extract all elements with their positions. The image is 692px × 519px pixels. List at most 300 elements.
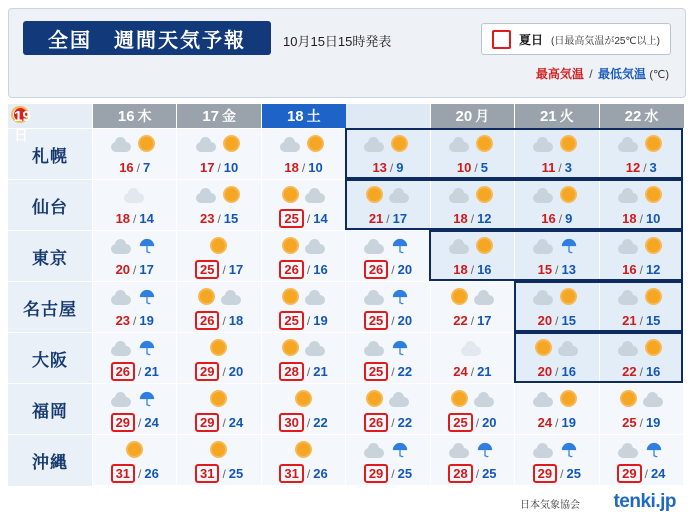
weather-icon-sunny: [292, 388, 316, 412]
sun-icon: [212, 392, 225, 405]
temperature-separator: /: [306, 466, 311, 481]
weather-icon-group: [431, 386, 514, 413]
temperature-separator: /: [391, 313, 395, 328]
weather-icon-group: [177, 335, 260, 362]
weather-icon-cloudy-then-sunny: [110, 133, 134, 157]
weather-icon-cloudy-then-sunny: [195, 133, 219, 157]
forecast-cell: [430, 231, 514, 282]
weather-icon-group: [262, 182, 345, 209]
high-temperature: 25: [279, 311, 303, 330]
sun-icon: [537, 341, 550, 354]
low-temperature: 9: [565, 211, 573, 226]
weather-icon-group: [515, 284, 598, 311]
high-temperature: 18: [115, 211, 131, 226]
weather-icon-group: [600, 386, 683, 413]
temperature-separator: /: [217, 211, 221, 226]
umbrella-icon: [560, 442, 578, 460]
low-temperature: 16: [477, 262, 492, 277]
weather-icon-cloud-part: [304, 235, 328, 259]
low-temperature: 21: [144, 364, 159, 379]
temperature-pair: [93, 260, 176, 279]
low-temperature: 22: [313, 415, 328, 430]
city-label: 沖縄: [8, 435, 93, 486]
high-temperature: 16: [119, 160, 134, 175]
cloud-icon: [364, 346, 384, 356]
temperature-pair: [262, 158, 345, 177]
temperature-separator: /: [222, 313, 226, 328]
weather-icon-cloudy: [460, 337, 484, 361]
table-header-row: [8, 104, 684, 129]
sun-icon: [297, 443, 310, 456]
sun-icon: [212, 443, 225, 456]
forecast-cell: [346, 282, 430, 333]
high-temperature: 25: [195, 260, 219, 279]
weather-icon-rain: [473, 439, 497, 463]
temperature-separator: /: [222, 466, 226, 481]
weather-icon-sunny-then-cloudy: [532, 337, 556, 361]
weather-icon-rain: [557, 235, 581, 259]
day-weekday: 月: [475, 108, 490, 124]
temperature-separator: /: [306, 262, 311, 277]
weather-icon-cloudy-then-sunny: [617, 235, 641, 259]
weather-icon-group: [346, 131, 429, 158]
weather-icon-group: [177, 182, 260, 209]
forecast-cell: [177, 384, 261, 435]
brand-logo: tenki.jp: [613, 491, 676, 512]
weather-icon-cloudy: [363, 337, 387, 361]
temperature-separator: /: [306, 415, 311, 430]
cloud-icon: [196, 193, 216, 203]
cloud-icon: [474, 295, 494, 305]
temperature-separator: /: [138, 364, 142, 379]
forecast-cell: [261, 180, 345, 231]
cloud-icon: [364, 448, 384, 458]
weather-icon-sunny-then-cloudy: [279, 184, 303, 208]
weather-icon-group: [515, 437, 598, 464]
temp-key-high: 最高気温: [535, 67, 584, 81]
temperature-pair: [177, 311, 260, 330]
forecast-cell: [93, 435, 177, 486]
weather-icon-sunny-then-cloudy: [363, 184, 387, 208]
sun-icon: [453, 392, 466, 405]
forecast-cell: [599, 231, 683, 282]
weather-icon-group: [431, 182, 514, 209]
weather-icon-sunny-then-cloudy: [279, 286, 303, 310]
forecast-cell: [599, 384, 683, 435]
high-temperature: 31: [195, 464, 219, 483]
temperature-separator: /: [391, 466, 395, 481]
forecast-cell: [177, 435, 261, 486]
weather-icon-sunny-then-cloudy: [448, 286, 472, 310]
temperature-separator: /: [555, 415, 559, 430]
weather-icon-sun-part: [642, 337, 666, 361]
forecast-cell: [346, 180, 430, 231]
temperature-separator: /: [555, 364, 559, 379]
sun-icon: [478, 137, 491, 150]
low-temperature: 22: [397, 415, 413, 430]
high-temperature: 29: [617, 464, 641, 483]
weather-icon-group: [600, 437, 683, 464]
weather-icon-cloud-part: [304, 337, 328, 361]
weather-icon-cloud-part: [642, 388, 666, 412]
high-temperature: 25: [364, 311, 388, 330]
weather-icon-rain: [557, 439, 581, 463]
temperature-separator: /: [639, 262, 643, 277]
temperature-pair: [177, 260, 260, 279]
temperature-pair: [600, 362, 683, 381]
temperature-separator: /: [560, 466, 564, 481]
weather-icon-group: [177, 233, 260, 260]
temperature-pair: [346, 158, 429, 177]
high-temperature: 29: [364, 464, 388, 483]
weather-icon-group: [431, 233, 514, 260]
weather-icon-rain: [388, 439, 412, 463]
low-temperature: 14: [313, 211, 328, 226]
high-temperature: 21: [622, 313, 637, 328]
weather-icon-group: [177, 386, 260, 413]
cloud-icon: [196, 142, 216, 152]
low-temperature: 15: [561, 313, 576, 328]
high-temperature: 25: [279, 209, 303, 228]
weather-icon-group: [93, 131, 176, 158]
cloud-icon: [558, 346, 578, 356]
weather-icon-cloudy-then-sunny: [532, 184, 556, 208]
sun-icon: [368, 188, 381, 201]
table-row: [8, 129, 684, 180]
cloud-icon: [449, 193, 469, 203]
umbrella-icon: [391, 289, 409, 307]
temperature-pair: [177, 158, 260, 177]
weather-icon-sunny: [207, 439, 231, 463]
weather-icon-sun-part: [642, 286, 666, 310]
temperature-pair: [600, 158, 683, 177]
weather-icon-rain: [135, 337, 159, 361]
temperature-separator: /: [389, 160, 394, 175]
weather-icon-group: [93, 284, 176, 311]
low-temperature: 9: [396, 160, 404, 175]
cloud-icon: [111, 346, 131, 356]
city-label: 大阪: [8, 333, 93, 384]
low-temperature: 22: [397, 364, 413, 379]
weather-icon-cloudy-then-sunny: [448, 133, 472, 157]
low-temperature: 10: [308, 160, 323, 175]
forecast-cell: [515, 384, 599, 435]
temperature-separator: /: [386, 211, 390, 226]
low-temperature: 17: [228, 262, 244, 277]
weather-icon-group: [515, 386, 598, 413]
sun-icon: [478, 239, 491, 252]
forecast-cell: [599, 282, 683, 333]
weather-icon-rain: [135, 388, 159, 412]
temperature-pair: [515, 413, 598, 432]
temperature-separator: /: [470, 364, 475, 379]
weather-icon-cloud-part: [388, 184, 412, 208]
forecast-cell: [93, 231, 177, 282]
umbrella-icon: [391, 340, 409, 358]
low-temperature: 12: [477, 211, 492, 226]
temperature-separator: /: [391, 364, 395, 379]
high-temperature: 25: [622, 415, 637, 430]
table-row: [8, 231, 684, 282]
cloud-icon: [449, 244, 469, 254]
cloud-icon: [618, 295, 638, 305]
high-temperature: 30: [279, 413, 303, 432]
city-label: 東京: [8, 231, 93, 282]
sun-icon: [297, 392, 310, 405]
sun-icon: [647, 290, 660, 303]
weather-icon-group: [515, 233, 598, 260]
high-temperature: 20: [115, 262, 131, 277]
forecast-cell: [599, 129, 683, 180]
temperature-pair: [262, 311, 345, 330]
temperature-pair: [515, 362, 598, 381]
weather-icon-cloudy-then-sunny: [195, 184, 219, 208]
sun-icon: [647, 239, 660, 252]
high-temperature: 22: [622, 364, 637, 379]
temperature-pair: [177, 209, 260, 228]
temperature-pair: [177, 464, 260, 483]
sun-icon: [647, 341, 660, 354]
weather-icon-cloudy: [110, 337, 134, 361]
high-temperature: 22: [453, 313, 468, 328]
low-temperature: 24: [228, 415, 244, 430]
temperature-pair: [515, 311, 598, 330]
forecast-cell: [177, 231, 261, 282]
temperature-pair: [262, 362, 345, 381]
weather-icon-group: [93, 233, 176, 260]
weather-icon-cloud-part: [304, 184, 328, 208]
day-weekday: 木: [137, 108, 152, 124]
cloud-icon: [618, 448, 638, 458]
forecast-cell: [430, 384, 514, 435]
temperature-key: [536, 65, 669, 82]
weather-icon-group: [93, 182, 176, 209]
table-row: [8, 435, 684, 486]
temperature-separator: /: [133, 262, 137, 277]
high-temperature: 21: [368, 211, 384, 226]
weather-icon-cloudy: [363, 286, 387, 310]
sun-icon: [622, 392, 635, 405]
weather-icon-group: [431, 284, 514, 311]
cloud-icon: [618, 346, 638, 356]
high-temperature: 12: [625, 160, 641, 175]
temperature-pair: [93, 413, 176, 432]
cloud-icon: [533, 448, 553, 458]
weather-icon-sun-part: [642, 235, 666, 259]
weather-icon-cloudy-then-sunny: [279, 133, 303, 157]
weather-icon-rain: [642, 439, 666, 463]
forecast-cell: [599, 180, 683, 231]
cloud-icon: [533, 295, 553, 305]
weather-icon-rain: [135, 286, 159, 310]
cloud-icon: [111, 295, 131, 305]
temperature-separator: /: [470, 313, 475, 328]
cloud-icon: [305, 193, 325, 203]
temperature-separator: /: [306, 364, 311, 379]
temperature-pair: [346, 311, 429, 330]
temperature-pair: [515, 209, 598, 228]
forecast-cell: [261, 282, 345, 333]
weather-icon-sunny-then-cloudy: [195, 286, 219, 310]
day-weekday: 火: [559, 108, 574, 124]
high-temperature: 16: [622, 262, 637, 277]
umbrella-icon: [138, 289, 156, 307]
issued-time: 10月15日15時発表: [283, 34, 392, 49]
sun-icon: [284, 239, 297, 252]
temperature-separator: /: [391, 262, 395, 277]
weather-icon-sunny-then-cloudy: [363, 388, 387, 412]
forecast-cell: [599, 333, 683, 384]
weather-icon-sun-part: [642, 184, 666, 208]
weather-icon-cloudy-then-sunny: [617, 184, 641, 208]
weather-icon-cloudy-then-sunny: [448, 235, 472, 259]
forecast-cell: [515, 180, 599, 231]
temperature-pair: [346, 362, 429, 381]
temperature-separator: /: [138, 466, 142, 481]
day-number: 22: [624, 108, 642, 125]
umbrella-icon: [138, 238, 156, 256]
temperature-pair: [431, 464, 514, 483]
weather-icon-sunny-then-cloudy: [448, 388, 472, 412]
umbrella-icon: [138, 340, 156, 358]
low-temperature: 25: [566, 466, 581, 481]
temperature-separator: /: [136, 160, 140, 175]
forecast-cell: [93, 282, 177, 333]
temperature-separator: /: [222, 262, 226, 277]
sun-icon: [128, 443, 141, 456]
weather-icon-group: [346, 182, 429, 209]
high-temperature: 10: [456, 160, 472, 175]
high-temperature: 25: [364, 362, 388, 381]
weather-icon-sun-part: [388, 133, 412, 157]
low-temperature: 25: [397, 466, 413, 481]
low-temperature: 19: [139, 313, 154, 328]
weather-icon-cloudy: [123, 184, 147, 208]
temperature-separator: /: [639, 211, 643, 226]
weather-icon-sunny: [207, 235, 231, 259]
weather-icon-rain: [388, 235, 412, 259]
weather-icon-group: [262, 437, 345, 464]
low-temperature: 5: [480, 160, 488, 175]
high-temperature: 20: [537, 313, 553, 328]
weather-icon-cloudy-then-sunny: [617, 337, 641, 361]
temperature-pair: [346, 260, 429, 279]
day-number: 19: [14, 108, 31, 125]
low-temperature: 16: [313, 262, 328, 277]
low-temperature: 15: [223, 211, 239, 226]
day-weekday: 土: [306, 108, 321, 124]
weather-icon-rain: [388, 337, 412, 361]
high-temperature: 15: [537, 262, 553, 277]
temperature-pair: [262, 209, 345, 228]
day-header: [93, 104, 177, 129]
low-temperature: 20: [397, 262, 413, 277]
low-temperature: 24: [650, 466, 666, 481]
forecast-cell: [177, 180, 261, 231]
temperature-separator: /: [301, 160, 306, 175]
temperature-pair: [600, 413, 683, 432]
red-box-icon: [492, 30, 511, 49]
weather-icon-group: [177, 284, 260, 311]
weather-icon-cloudy-then-sunny: [363, 133, 387, 157]
umbrella-icon: [391, 442, 409, 460]
weather-icon-group: [262, 284, 345, 311]
temperature-separator: /: [470, 262, 475, 277]
weather-icon-cloudy: [110, 286, 134, 310]
sun-icon: [562, 137, 575, 150]
day-number: 21: [539, 108, 557, 125]
weather-icon-cloudy: [617, 439, 641, 463]
forecast-cell: [515, 333, 599, 384]
low-temperature: 25: [228, 466, 244, 481]
weather-icon-group: [93, 437, 176, 464]
weather-icon-group: [177, 131, 260, 158]
table-body: [8, 129, 684, 486]
weather-icon-group: [93, 386, 176, 413]
cloud-icon: [111, 142, 131, 152]
forecast-grid: [8, 104, 684, 486]
forecast-cell: [430, 333, 514, 384]
cloud-icon: [461, 346, 481, 356]
city-label: 名古屋: [8, 282, 93, 333]
weather-icon-cloudy: [110, 388, 134, 412]
temperature-pair: [515, 464, 598, 483]
low-temperature: 3: [649, 160, 657, 175]
temperature-pair: [262, 260, 345, 279]
weather-icon-group: [262, 233, 345, 260]
low-temperature: 16: [561, 364, 576, 379]
day-header: [13, 108, 31, 143]
temperature-separator: /: [558, 160, 562, 175]
day-weekday: 水: [644, 108, 659, 124]
weather-icon-group: [515, 335, 598, 362]
temperature-pair: [262, 464, 345, 483]
temperature-separator: /: [306, 313, 311, 328]
weather-icon-cloudy-then-sunny: [448, 184, 472, 208]
low-temperature: 19: [313, 313, 328, 328]
low-temperature: 25: [482, 466, 497, 481]
weather-icon-sunny-then-cloudy: [279, 235, 303, 259]
low-temperature: 17: [139, 262, 154, 277]
cloud-icon: [364, 295, 384, 305]
high-temperature: 29: [195, 413, 219, 432]
sun-icon: [562, 392, 575, 405]
day-number: 17: [202, 108, 219, 125]
cloud-icon: [618, 193, 638, 203]
temperature-separator: /: [391, 415, 395, 430]
cloud-icon: [618, 244, 638, 254]
weather-icon-sun-part: [220, 133, 244, 157]
cloud-icon: [111, 397, 131, 407]
weather-icon-cloud-part: [473, 388, 497, 412]
temperature-pair: [600, 311, 683, 330]
temperature-pair: [177, 413, 260, 432]
weather-icon-group: [600, 335, 683, 362]
day-header: [177, 104, 261, 129]
forecast-cell: [515, 129, 599, 180]
high-temperature: 18: [453, 262, 468, 277]
weather-icon-cloudy-then-sunny: [617, 286, 641, 310]
cloud-icon: [449, 448, 469, 458]
temp-key-sep: /: [589, 67, 593, 81]
weather-icon-group: [346, 284, 429, 311]
temperature-pair: [431, 209, 514, 228]
forecast-cell: [430, 129, 514, 180]
temperature-separator: /: [222, 364, 226, 379]
cloud-icon: [111, 244, 131, 254]
low-temperature: 26: [313, 466, 328, 481]
low-temperature: 24: [144, 415, 159, 430]
